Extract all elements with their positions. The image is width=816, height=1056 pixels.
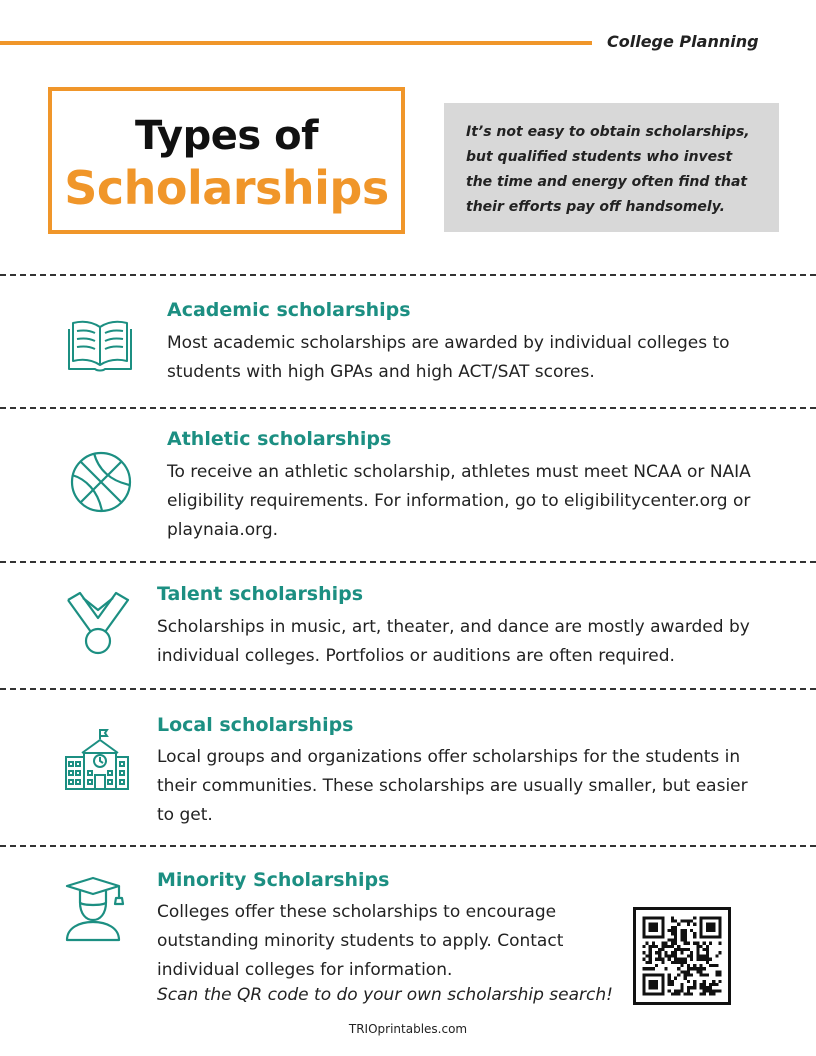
title-box — [48, 87, 405, 234]
header-rule — [0, 41, 592, 45]
section-title-minority: Minority Scholarships — [157, 869, 390, 891]
section-body-minority: Colleges offer these scholarships to encourage outstanding minority students to apply. Contact individual colleges for information. — [157, 902, 564, 980]
divider — [0, 688, 816, 690]
section-title-talent: Talent scholarships — [157, 583, 364, 605]
qr-call-to-action: Scan the QR code to do your own scholarship search! — [157, 985, 613, 1005]
page-title-line2: Scholarships — [64, 161, 389, 215]
graduate-icon — [63, 876, 129, 942]
school-building-icon — [64, 727, 130, 793]
section-body-local: Local groups and organizations offer scholarships for the students in their communities. These scholarships are usually smaller, but easier to get. — [157, 747, 748, 825]
section-title-local: Local scholarships — [157, 714, 354, 736]
basketball-icon — [68, 449, 134, 515]
divider — [0, 407, 816, 409]
medal-icon — [65, 590, 131, 656]
section-body-athletic: To receive an athletic scholarship, athletes must meet NCAA or NAIA eligibility requirements. For information, go to eligibilitycenter.org or playnaia.org. — [167, 462, 751, 540]
section-title-athletic: Athletic scholarships — [167, 428, 392, 450]
intro-box: It’s not easy to obtain scholarships, but qualified students who invest the time and energy often find that their efforts pay off handsomely. — [444, 103, 779, 232]
header-label: College Planning — [607, 32, 759, 51]
divider — [0, 274, 816, 276]
page-title-line1: Types of — [135, 113, 318, 159]
divider — [0, 845, 816, 847]
section-body-talent: Scholarships in music, art, theater, and dance are mostly awarded by individual colleges. Portfolios or auditions are often required. — [157, 617, 750, 666]
section-body-academic: Most academic scholarships are awarded by individual colleges to students with high GPAs and high ACT/SAT scores. — [167, 333, 730, 382]
open-book-icon — [67, 313, 133, 379]
qr-code-icon[interactable] — [633, 907, 731, 1005]
section-title-academic: Academic scholarships — [167, 299, 411, 321]
divider — [0, 561, 816, 563]
footer-site: TRIOprintables.com — [348, 1022, 468, 1036]
